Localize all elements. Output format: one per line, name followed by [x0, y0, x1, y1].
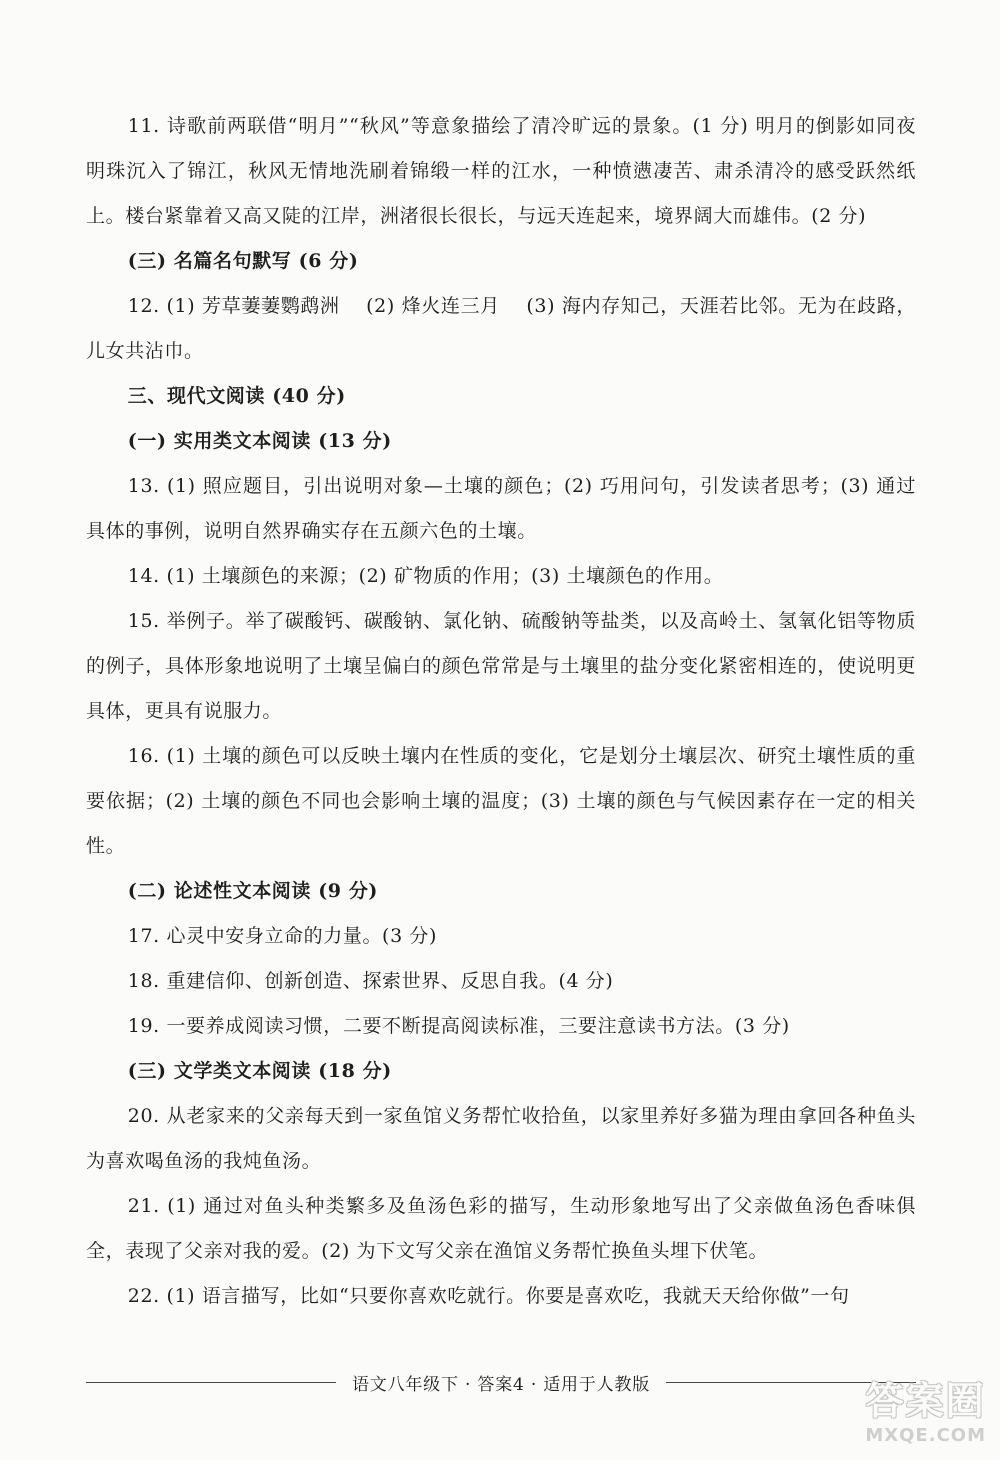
watermark: [865, 1381, 986, 1446]
answer-22: 22. (1) 语言描写，比如“只要你喜欢吃就行。你要是喜欢吃，我就天天给你做”一句: [127, 1285, 850, 1307]
answer-20: 20. 从老家来的父亲每天到一家鱼馆义务帮忙收拾鱼，以家里养好多猫为理由拿回各种鱼头为喜欢喝鱼汤的我炖鱼汤。: [86, 1105, 916, 1172]
answer-15: 15. 举例子。举了碳酸钙、碳酸钠、氯化钠、硫酸钠等盐类，以及高岭土、氢氧化铝等物质的例子，具体形象地说明了土壤呈偏白的颜色常常是与土壤里的盐分变化紧密相连的，使说明更具体，更具有说服力。: [86, 610, 916, 722]
answer-16: 16. (1) 土壤的颜色可以反映土壤内在性质的变化，它是划分土壤层次、研究土壤性质的重要依据；(2) 土壤的颜色不同也会影响土壤的温度；(3) 土壤的颜色与气候因素存在一定的相关性。: [86, 745, 916, 857]
answer-11: 11. 诗歌前两联借“明月”“秋风”等意象描绘了清冷旷远的景象。(1 分) 明月的倒影如同夜明珠沉入了锦江，秋风无情地洗刷着锦缎一样的江水，一种愤懑凄苦、肃杀清冷的感受跃然纸上。楼台紧靠着又高又陡的江岸，洲渚很长很长，与远天连起来，境界阔大而雄伟。(2 分): [86, 115, 916, 227]
answer-content: [86, 104, 916, 1319]
section-heading-practical-text: (一) 实用类文本阅读 (13 分): [127, 430, 392, 452]
section-heading-argumentative-text: (二) 论述性文本阅读 (9 分): [127, 880, 379, 902]
answer-19: 19. 一要养成阅读习惯，二要不断提高阅读标准，三要注意读书方法。(3 分): [127, 1015, 790, 1037]
answer-18: 18. 重建信仰、创新创造、探索世界、反思自我。(4 分): [127, 970, 614, 992]
page-footer: [86, 1370, 916, 1395]
watermark-url: MXQE.COM: [865, 1425, 986, 1446]
section-heading-modern-reading: 三、现代文阅读 (40 分): [127, 385, 346, 407]
answer-14: 14. (1) 土壤颜色的来源；(2) 矿物质的作用；(3) 土壤颜色的作用。: [127, 565, 724, 587]
answer-21: 21. (1) 通过对鱼头种类繁多及鱼汤色彩的描写，生动形象地写出了父亲做鱼汤色香味俱全，表现了父亲对我的爱。(2) 为下文写父亲在渔馆义务帮忙换鱼头埋下伏笔。: [86, 1195, 916, 1262]
footer-text: 语文八年级下 · 答案4 · 适用于人教版: [351, 1375, 651, 1395]
section-heading-literary-text: (三) 文学类文本阅读 (18 分): [127, 1060, 392, 1082]
answer-12: 12. (1) 芳草萋萋鹦鹉洲 (2) 烽火连三月 (3) 海内存知己，天涯若比邻。无为在歧路，儿女共沾巾。: [86, 295, 916, 362]
footer-rule-left: [86, 1382, 336, 1383]
section-heading-mingpian: (三) 名篇名句默写 (6 分): [127, 250, 359, 272]
watermark-logo: 答案圈: [865, 1379, 986, 1423]
answer-13: 13. (1) 照应题目，引出说明对象—土壤的颜色；(2) 巧用问句，引发读者思考；(3) 通过具体的事例，说明自然界确实存在五颜六色的土壤。: [86, 475, 916, 542]
answer-17: 17. 心灵中安身立命的力量。(3 分): [127, 925, 438, 947]
